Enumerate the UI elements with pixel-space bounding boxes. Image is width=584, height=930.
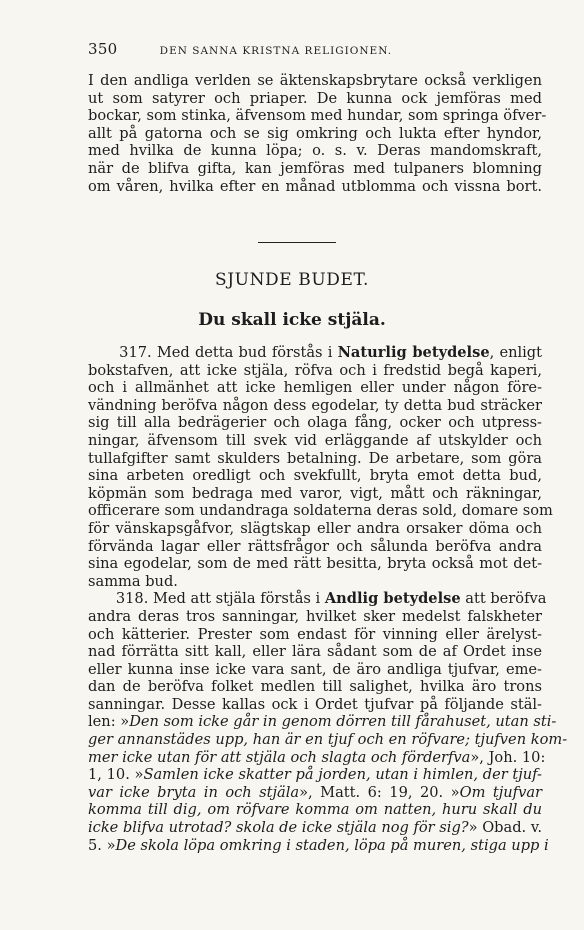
quotation: var icke bryta in och stjäla: [88, 783, 300, 801]
text-line: var icke bryta in och stjäla», Matt. 6: 19, 20. »Om tjufvar: [88, 783, 542, 801]
text-line: förvända lagar eller rättsfrågor och sålunda beröfva andra: [88, 537, 542, 555]
section-subtitle: Du skall icke stjäla.: [198, 310, 386, 330]
text-line: len: »Den som icke går in genom dörren till fårahuset, utan sti-: [88, 713, 557, 731]
text-line: vändning beröfva någon dess egodelar, ty detta bud sträcker: [88, 396, 542, 414]
text-line: ut som satyrer och priaper. De kunna ock jemföras med: [88, 89, 542, 107]
text-line: mer icke utan för att stjäla och slagta och förderfva», Joh. 10:: [88, 748, 546, 766]
text-line: nad förrätta sitt kall, eller lära sådant som de af Ordet inse: [88, 643, 542, 661]
text-line: eller kunna inse icke vara sant, de äro andliga tjufvar, eme-: [88, 660, 542, 678]
text-line: bockar, som stinka, äfvensom med hundar, som springa öfver-: [88, 107, 547, 125]
text-line: allt på gatorna och se sig omkring och lukta efter hyndor,: [88, 124, 542, 142]
text-line: och kätterier. Prester som endast för vinning eller ärelyst-: [88, 625, 542, 643]
section-title: SJUNDE BUDET.: [214, 270, 369, 290]
text-line: bokstafven, att icke stjäla, röfva och i fredstid begå kaperi,: [88, 361, 542, 379]
text-line: om våren, hvilka efter en månad utblomma och vissna bort.: [88, 177, 542, 195]
running-title: DEN SANNA KRISTNA RELIGIONEN.: [159, 45, 393, 57]
text-line: icke blifva utrotad? skola de icke stjäla nog för sig?» Obad. v.: [88, 819, 542, 837]
text-line: 1, 10. »Samlen icke skatter på jorden, utan i himlen, der tjuf-: [88, 766, 542, 784]
text-line: ningar, äfvensom till svek vid erläggande af utskylder och: [88, 431, 542, 449]
text-line: andra deras tros sanningar, hvilket sker medelst falskheter: [88, 607, 542, 625]
text-line: köpmän som bedraga med varor, vigt, mått och räkningar,: [88, 484, 542, 502]
text-line: sanningar. Desse kallas ock i Ordet tjufvar på följande stäl-: [88, 695, 542, 713]
quotation: mer icke utan för att stjäla och slagta och förderfva: [88, 748, 471, 766]
quotation: Den som icke går in genom dörren till fårahuset, utan sti-: [129, 713, 557, 731]
paragraph-318-first-line: 318. Med att stjäla förstås i Andlig betydelse att beröfva: [115, 590, 547, 608]
text-line: sina egodelar, som de med rätt besitta, bryta också mot det-: [88, 555, 542, 573]
body-text: [88, 344, 568, 854]
emphasis: Andlig betydelse: [324, 590, 461, 608]
text-line: och i allmänhet att icke hemligen eller under någon före-: [88, 379, 542, 397]
text-line: dan de beröfva folket medlen till salighet, hvilka äro trons: [88, 678, 542, 696]
text-line: med hvilka de kunna löpa; o. s. v. Deras mandomskraft,: [88, 142, 542, 160]
paragraph-317-first-line: 317. Med detta bud förstås i Naturlig betydelse, enligt: [119, 344, 543, 361]
quotation-line: komma till dig, om röfvare komma om natten, huru skall du: [88, 801, 542, 819]
quotation-line: ger annanstädes upp, han är en tjuf och en röfvare; tjufven kom-: [88, 731, 568, 749]
text-line: för vänskapsgåfvor, slägtskap eller andra orsaker döma och: [88, 519, 542, 537]
section-divider: [258, 242, 336, 243]
text-line: samma bud.: [88, 572, 178, 590]
text-line: officerare som undandraga soldaterna deras sold, domare som: [88, 502, 553, 520]
text-line: tullafgifter samt skulders betalning. De arbetare, som göra: [88, 449, 542, 467]
quotation: De skola löpa omkring i staden, löpa på muren, stiga upp i: [115, 836, 549, 854]
quotation: Samlen icke skatter på jorden, utan i himlen, der tjuf-: [143, 766, 542, 784]
page-header: [88, 40, 514, 58]
emphasis: Naturlig betydelse: [337, 344, 490, 361]
text-line: sina arbeten oredligt och svekfullt, bryta emot detta bud,: [88, 467, 542, 485]
text-line: sig till alla bedrägerier och olaga fång, ocker och utpress-: [88, 414, 542, 432]
page-number: 350: [88, 40, 118, 58]
text-line: när de blifva gifta, kan jemföras med tulpaners blomning: [88, 159, 542, 177]
intro-paragraph: [88, 72, 547, 195]
quotation: Om tjufvar: [459, 783, 542, 801]
quotation: icke blifva utrotad? skola de icke stjäla nog för sig?: [88, 819, 469, 837]
text-line: 5. »De skola löpa omkring i staden, löpa på muren, stiga upp i: [88, 836, 549, 854]
text-line: I den andliga verlden se äktenskapsbrytare också verkligen: [88, 72, 542, 89]
